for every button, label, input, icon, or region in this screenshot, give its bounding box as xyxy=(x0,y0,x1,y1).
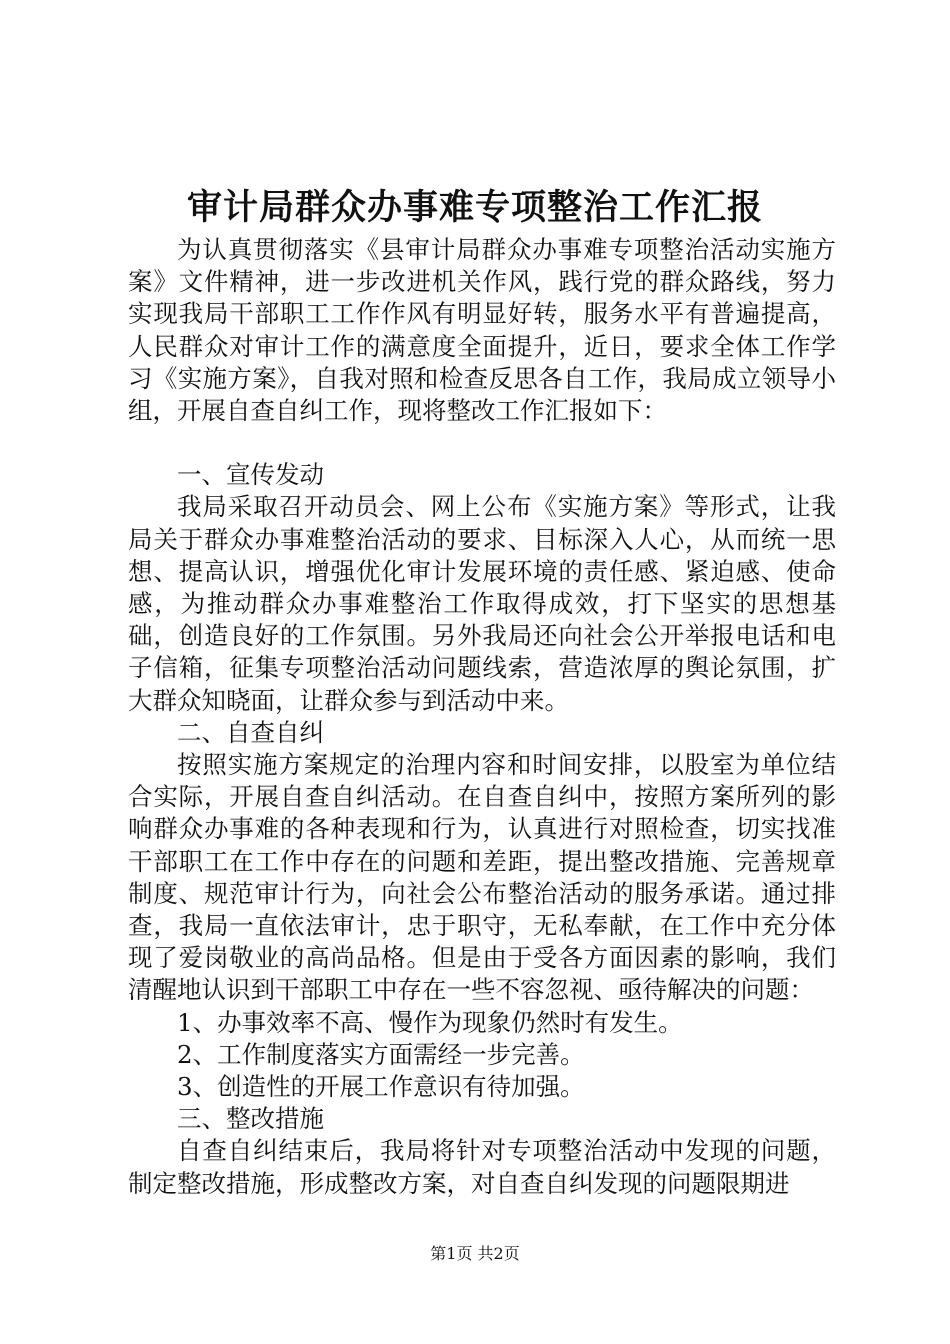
document-title: 审计局群众办事难专项整治工作汇报 xyxy=(186,187,763,228)
intro-paragraph: 为认真贯彻落实《县审计局群众办事难专项整治活动实施方案》文件精神，进一步改进机关作风，践行党的群众路线，努力实现我局干部职工工作作风有明显好转，服务水平有普遍提高，人民群众对审计工作的满意度全面提升，近日，要求全体工作学习《实施方案》，自我对照和检查反思各自工作，我局成立领导小组，开展自查自纠工作，现将整改工作汇报如下： xyxy=(128,235,836,426)
page-footer: 第1页 共2页 xyxy=(430,1244,520,1263)
problem-list-item: 1、办事效率不高、慢作为现象仍然时有发生。 xyxy=(177,1007,683,1037)
document-body xyxy=(128,234,836,1200)
section-paragraph-publicity: 我局采取召开动员会、网上公布《实施方案》等形式，让我局关于群众办事难整治活动的要求、目标深入人心，从而统一思想、提高认识，增强优化审计发展环境的责任感、紧迫感、使命感，为推动群众办事难整治工作取得成效，打下坚实的思想基础，创造良好的工作氛围。另外我局还向社会公开举报电话和电子信箱，征集专项整治活动问题线索，营造浓厚的舆论氛围，扩大群众知晓面，让群众参与到活动中来。 xyxy=(128,492,836,715)
section-paragraph-rectification: 自查自纠结束后，我局将针对专项整治活动中发现的问题，制定整改措施，形成整改方案，对自查自纠发现的问题限期进 xyxy=(128,1136,836,1198)
section-heading-rectification: 三、整改措施 xyxy=(177,1104,324,1134)
problem-list-item: 3、创造性的开展工作意识有待加强。 xyxy=(177,1072,585,1102)
section-paragraph-self-inspection: 按照实施方案规定的治理内容和时间安排，以股室为单位结合实际，开展自查自纠活动。在自查自纠中，按照方案所列的影响群众办事难的各种表现和行为，认真进行对照检查，切实找准干部职工在工作中存在的问题和差距，提出整改措施、完善规章制度、规范审计行为，向社会公布整治活动的服务承诺。通过排查，我局一直依法审计，忠于职守，无私奉献，在工作中充分体现了爱岗敬业的高尚品格。但是由于受各方面因素的影响，我们清醒地认识到干部职工中存在一些不容忽视、亟待解决的问题： xyxy=(128,750,836,1005)
problem-list-item: 2、工作制度落实方面需经一步完善。 xyxy=(177,1039,585,1069)
section-heading-self-inspection: 二、自查自纠 xyxy=(177,717,324,747)
paragraph-gap xyxy=(128,427,836,459)
section-heading-publicity: 一、宣传发动 xyxy=(177,460,324,490)
